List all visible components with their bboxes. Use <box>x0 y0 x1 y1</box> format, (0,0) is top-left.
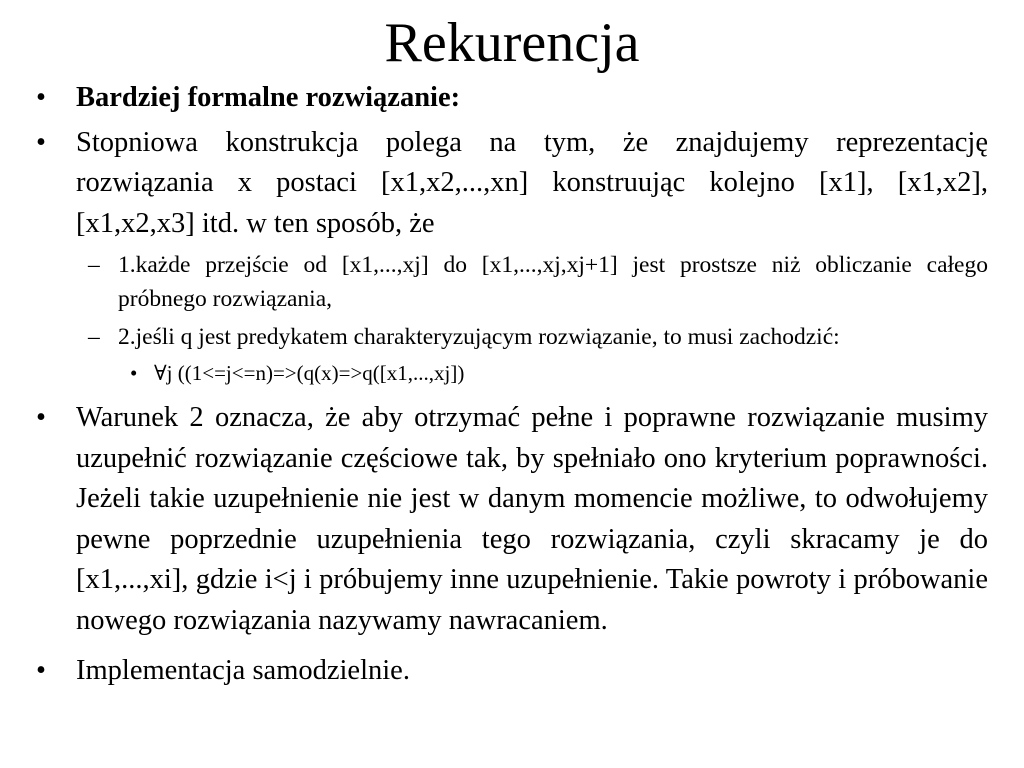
slide-content <box>32 78 988 696</box>
item-text: Warunek 2 oznacza, że aby otrzymać pełne i poprawne rozwiązanie musimy uzupełnić rozwiązanie częściowe tak, by spełniało ono kryterium poprawności. Jeżeli takie uzupełnienie nie jest w danym momencie możliwe, to odwołujemy pewne poprzednie uzupełnienia tego rozwiązania, czyli skracamy je do [x1,...,xi], gdzie i<j i próbujemy inne uzupełnienie. Takie powroty i próbowanie nowego rozwiązania nazywamy nawracaniem. <box>76 402 988 636</box>
item-text: ∀j ((1<=j<=n)=>(q(x)=>q([x1,...,xj]) <box>154 361 465 385</box>
bullet-item-backtracking <box>32 398 988 641</box>
bullet-item-formal-solution <box>32 78 988 119</box>
bullet-item-gradual-construction <box>32 123 988 245</box>
subitem-transition-simpler <box>32 248 988 316</box>
dash-marker: – <box>88 252 100 278</box>
bullet-marker: • <box>36 126 46 158</box>
item-text: Bardziej formalne rozwiązanie: <box>76 82 461 113</box>
item-text: Stopniowa konstrukcja polega na tym, że znajdujemy reprezentację rozwiązania x postaci [x1,x2,...,xn] konstruując kolejno [x1], [x1,x2], [x1,x2,x3] itd. w ten sposób, że <box>76 126 988 239</box>
subsubitem-formula <box>32 358 988 388</box>
bullet-item-implementation <box>32 651 988 692</box>
subitem-predicate-condition <box>32 320 988 354</box>
item-text: 1.każde przejście od [x1,...,xj] do [x1,...,xj,xj+1] jest prostsze niż obliczanie całego próbnego rozwiązania, <box>118 252 988 312</box>
bullet-marker: • <box>36 655 46 686</box>
bullet-marker: • <box>36 82 46 113</box>
dash-marker: – <box>88 324 100 350</box>
bullet-marker: • <box>36 402 46 433</box>
slide-title: Rekurencja <box>384 12 640 74</box>
bullet-marker: • <box>130 361 138 385</box>
item-text: 2.jeśli q jest predykatem charakteryzującym rozwiązanie, to musi zachodzić: <box>118 324 840 350</box>
item-text: Implementacja samodzielnie. <box>76 655 410 686</box>
